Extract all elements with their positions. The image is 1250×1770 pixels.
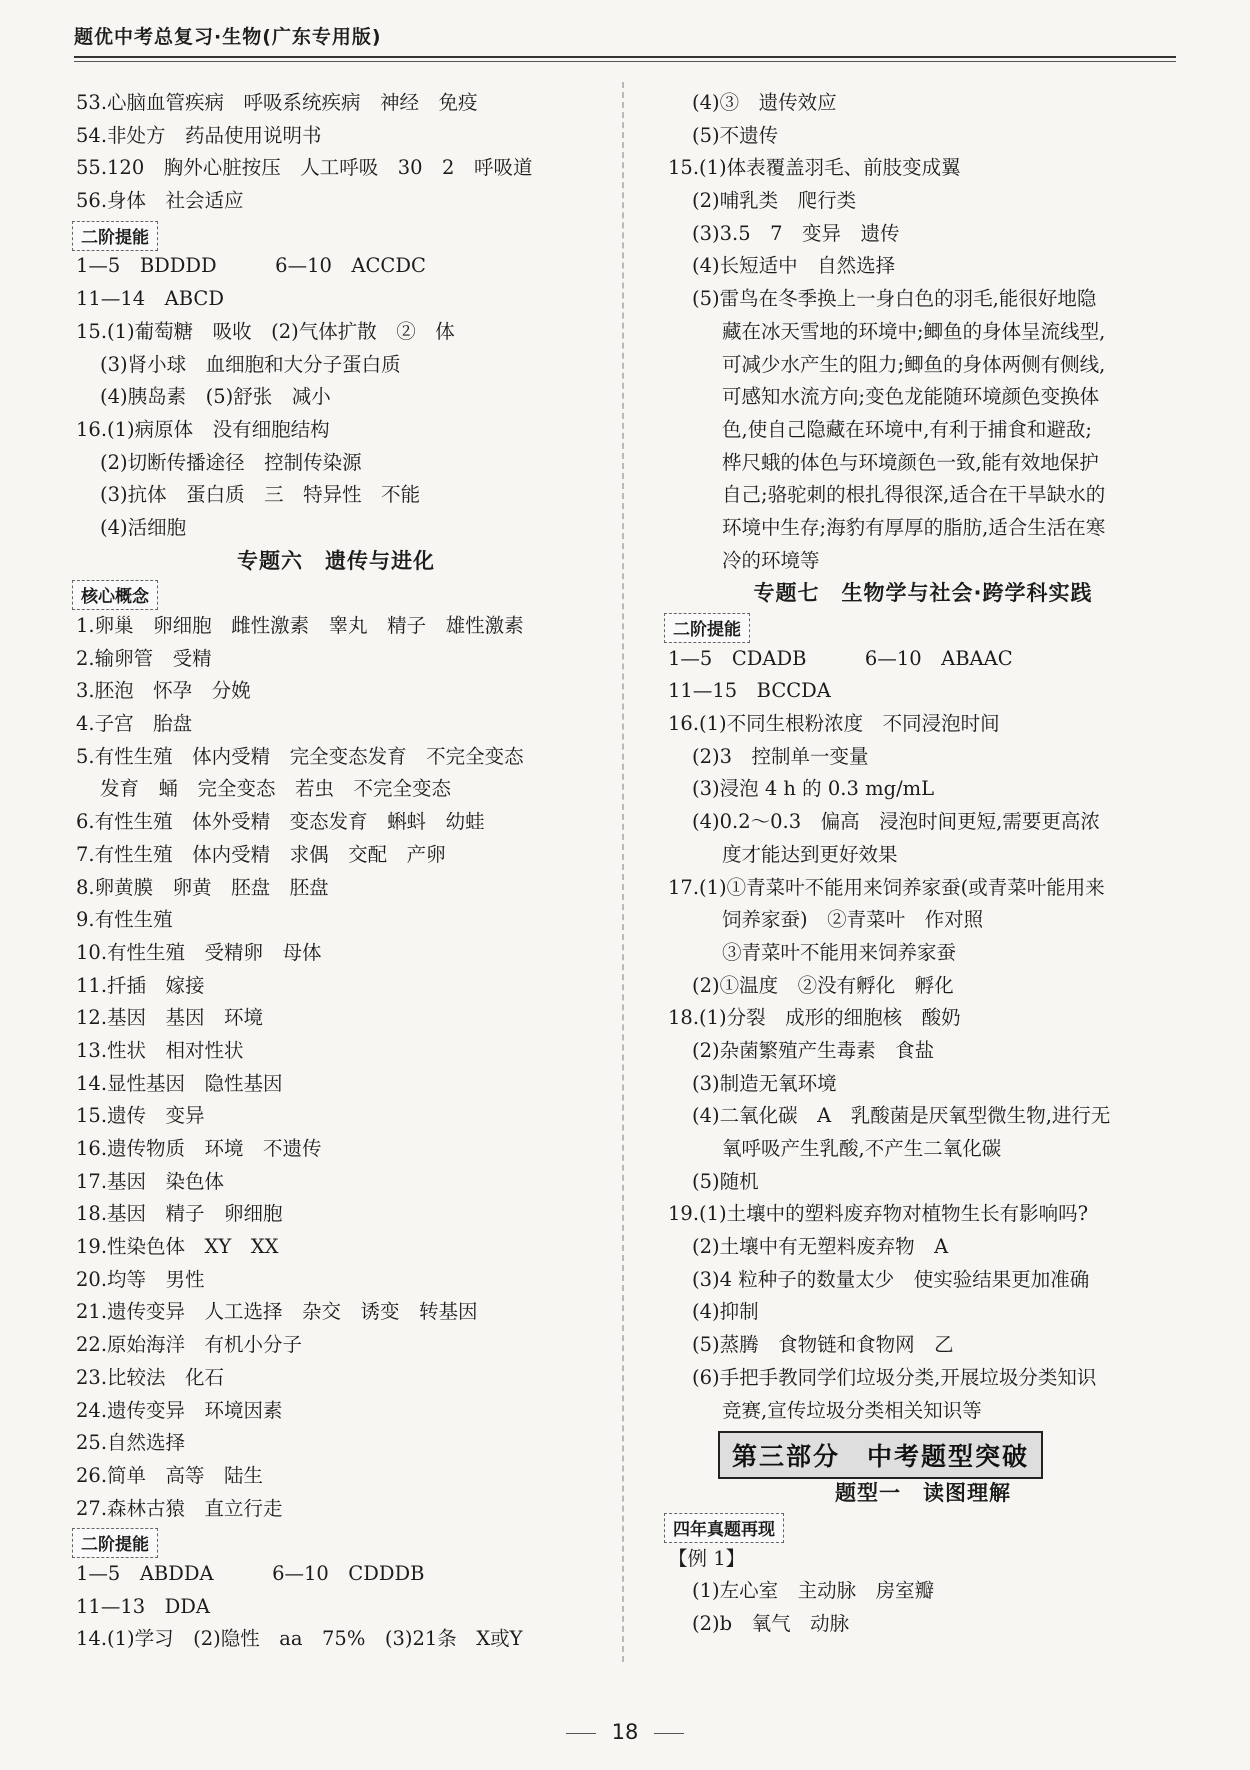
answer-subline: (2)土壤中有无塑料废弃物 A [692,1235,949,1259]
answer-line: 16.遗传物质 环境 不遗传 [76,1137,322,1160]
page-footer [0,1720,1250,1744]
answer-continuation: 自己;骆驼刺的根扎得很深,适合在干旱缺水的 [722,483,1106,507]
answer-line: 8.卵黄膜 卵黄 胚盘 胚盘 [76,875,329,899]
answer-subline: (3)制造无氧环境 [692,1071,837,1095]
answer-line: 18.基因 精子 卵细胞 [76,1202,283,1226]
answer-continuation: 可感知水流方向;变色龙能随环境颜色变换体 [722,385,1100,409]
answer-line: 55.120 胸外心脏按压 人工呼吸 30 2 呼吸道 [76,156,533,180]
column-divider [622,82,624,1662]
answer-continuation: 可减少水产生的阻力;鲫鱼的身体两侧有侧线, [722,352,1106,376]
footer-dash [654,1733,684,1734]
section-tag: 二阶提能 [72,1528,158,1558]
right-column [668,87,1178,1641]
answer-line: 9.有性生殖 [76,908,173,932]
topic-heading: 题型一 读图理解 [835,1481,1011,1506]
answer-line: 23.比较法 化石 [76,1365,225,1389]
answer-line: 56.身体 社会适应 [76,189,244,213]
answer-line: 15.(1)体表覆盖羽毛、前肢变成翼 [668,156,961,180]
answer-subline: (4)0.2～0.3 偏高 浸泡时间更短,需要更高浓 [692,810,1100,834]
answer-subline: (5)蒸腾 食物链和食物网 乙 [692,1333,954,1357]
answer-line: 12.基因 基因 环境 [76,1006,264,1030]
section-tag-row [76,577,596,610]
part-banner-row [668,1427,1178,1477]
page-number: 18 [611,1720,639,1744]
answer-subline: (4)活细胞 [100,515,187,539]
section-tag-row [668,610,1178,643]
answer-continuation: ③青菜叶不能用来饲养家蚕 [722,940,957,964]
answer-continuation: 藏在冰天雪地的环境中;鲫鱼的身体呈流线型, [722,319,1106,343]
answer-line: 6.有性生殖 体外受精 变态发育 蝌蚪 幼蛙 [76,810,485,834]
answer-line: 3.胚泡 怀孕 分娩 [76,679,251,703]
answer-line: 2.输卵管 受精 [76,646,212,670]
answer-line: 13.性状 相对性状 [76,1038,244,1062]
answer-line: 16.(1)病原体 没有细胞结构 [76,417,330,441]
section-tag: 四年真题再现 [664,1513,784,1543]
answer-line: 4.子宫 胎盘 [76,712,193,736]
answer-subline: (2)杂菌繁殖产生毒素 食盐 [692,1038,935,1062]
part-banner: 第三部分 中考题型突破 [718,1431,1043,1479]
answer-continuation: 色,使自己隐藏在环境中,有利于捕食和避敌; [722,417,1092,441]
answer-subline: (4)抑制 [692,1300,759,1324]
answer-subline: (4)二氧化碳 A 乳酸菌是厌氧型微生物,进行无 [692,1104,1111,1128]
answer-subline: (3)浸泡 4 h 的 0.3 mg/mL [692,777,935,801]
answer-subline: (2)b 氧气 动脉 [692,1611,850,1635]
answer-line: 27.森林古猿 直立行走 [76,1496,283,1520]
answer-line: 7.有性生殖 体内受精 求偶 交配 产卵 [76,842,446,866]
answer-subline: (2)①温度 ②没有孵化 孵化 [692,973,954,997]
answer-subline: (3)4 粒种子的数量太少 使实验结果更加准确 [692,1267,1090,1291]
answer-continuation: 桦尺蛾的体色与环境颜色一致,能有效地保护 [722,450,1099,474]
answer-line: 1—5 ABDDA 6—10 CDDDB [76,1561,425,1585]
answer-line: 【例 1】 [668,1546,746,1570]
answer-continuation: 冷的环境等 [722,548,820,572]
answer-line: 14.(1)学习 (2)隐性 aa 75% (3)21条 X或Y [76,1627,523,1651]
answer-line: 20.均等 男性 [76,1267,205,1291]
answer-line: 21.遗传变异 人工选择 杂交 诱变 转基因 [76,1300,478,1324]
answer-line: 1—5 CDADB 6—10 ABAAC [668,646,1013,670]
answer-continuation: 度才能达到更好效果 [722,842,898,866]
section-tag: 二阶提能 [72,221,158,251]
answer-line: 24.遗传变异 环境因素 [76,1398,283,1422]
header-rule-thin [74,61,1176,62]
answer-line: 11—15 BCCDA [668,679,831,703]
answer-line: 11.扦插 嫁接 [76,973,205,997]
answer-line: 11—14 ABCD [76,287,224,311]
answer-line: 15.(1)葡萄糖 吸收 (2)气体扩散 ② 体 [76,319,455,343]
answer-line: 1.卵巢 卵细胞 雌性激素 睾丸 精子 雄性激素 [76,614,524,637]
answer-continuation: 饲养家蚕) ②青菜叶 作对照 [722,908,984,932]
answer-line: 22.原始海洋 有机小分子 [76,1333,303,1357]
answer-subline: (3)肾小球 血细胞和大分子蛋白质 [100,352,401,376]
answer-subline: (6)手把手教同学们垃圾分类,开展垃圾分类知识 [692,1365,1097,1389]
section-tag-row [668,1510,1178,1543]
answer-subline: (2)3 控制单一变量 [692,744,869,768]
answer-line: 16.(1)不同生根粉浓度 不同浸泡时间 [668,712,1000,736]
answer-line: 26.简单 高等 陆生 [76,1463,264,1487]
answer-line: 1—5 BDDDD 6—10 ACCDC [76,254,426,278]
section-tag: 二阶提能 [664,613,750,643]
answer-subline: (2)切断传播途径 控制传染源 [100,450,362,474]
answer-line: 53.心脑血管疾病 呼吸系统疾病 神经 免疫 [76,91,478,114]
answer-subline: 发育 蛹 完全变态 若虫 不完全变态 [100,777,452,801]
answer-line: 19.性染色体 XY XX [76,1235,279,1259]
answer-subline: (5)不遗传 [692,123,779,147]
answer-line: 10.有性生殖 受精卵 母体 [76,940,322,964]
answer-line: 14.显性基因 隐性基因 [76,1071,283,1095]
answer-subline: (4)胰岛素 (5)舒张 减小 [100,385,331,409]
answer-subline: (5)雷鸟在冬季换上一身白色的羽毛,能很好地隐 [692,287,1097,311]
answer-line: 11—13 DDA [76,1594,210,1618]
answer-line: 17.(1)①青菜叶不能用来饲养家蚕(或青菜叶能用来 [668,875,1105,899]
answer-line: 25.自然选择 [76,1431,186,1455]
answer-line: 15.遗传 变异 [76,1104,205,1128]
answer-subline: (2)哺乳类 爬行类 [692,189,857,213]
running-header: 题优中考总复习·生物(广东专用版) [74,26,382,48]
left-column [76,87,596,1656]
answer-subline: (4)长短适中 自然选择 [692,254,896,278]
header-rule [74,56,1176,58]
section-tag-row [76,1525,596,1558]
answer-line: 18.(1)分裂 成形的细胞核 酸奶 [668,1006,961,1030]
answer-subline: (5)随机 [692,1169,759,1193]
topic-heading: 专题六 遗传与进化 [237,548,435,573]
answer-subline: (3)抗体 蛋白质 三 特异性 不能 [100,483,421,507]
footer-dash [566,1733,596,1734]
answer-continuation: 氧呼吸产生乳酸,不产生二氧化碳 [722,1137,1002,1160]
answer-line: 17.基因 染色体 [76,1169,225,1193]
answer-line: 19.(1)土壤中的塑料废弃物对植物生长有影响吗? [668,1202,1089,1226]
answer-subline: (1)左心室 主动脉 房室瓣 [692,1579,935,1603]
answer-line: 5.有性生殖 体内受精 完全变态发育 不完全变态 [76,744,524,768]
answer-subline: (4)③ 遗传效应 [692,91,837,114]
section-tag: 核心概念 [72,580,158,610]
answer-continuation: 竞赛,宣传垃圾分类相关知识等 [722,1398,982,1422]
topic-heading: 专题七 生物学与社会·跨学科实践 [753,581,1093,606]
section-tag-row [76,218,596,251]
answer-continuation: 环境中生存;海豹有厚厚的脂肪,适合生活在寒 [722,515,1106,539]
answer-line: 54.非处方 药品使用说明书 [76,123,322,147]
answer-subline: (3)3.5 7 变异 遗传 [692,221,900,245]
